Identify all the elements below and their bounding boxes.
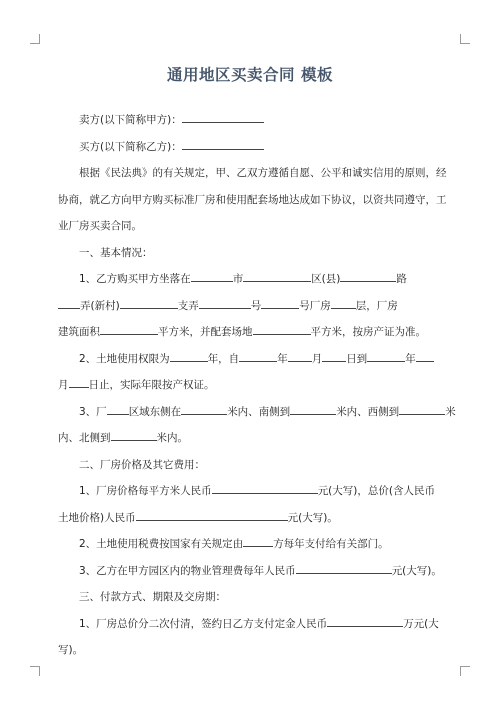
corner-mark-top-right [460,34,470,44]
paragraph-line: 土地价格)人民币 元(大写)。 [58,505,442,532]
blank-field[interactable] [120,297,178,309]
corner-mark-bottom-right [460,666,470,676]
section-heading: 二、厂房价格及其它费用： [79,458,205,471]
blank-field[interactable] [243,270,311,282]
blank-field[interactable] [261,297,299,309]
blank-field[interactable] [170,350,208,362]
document-title: 通用地区买卖合同 模板 [167,66,333,84]
blank-field[interactable] [100,323,158,335]
blank-field[interactable] [399,403,445,415]
blank-field[interactable] [288,350,312,362]
blank-field[interactable] [340,270,396,282]
blank-field[interactable] [322,350,346,362]
buyer-line: 买方(以下简称乙方)： [58,134,442,161]
section-heading: 一、基本情况： [79,246,153,259]
blank-field[interactable] [58,297,80,309]
paragraph-line: 1、厂房总价分二次付清，签约日乙方支付定金人民币 万元(大 [58,611,442,638]
paragraph-line: 3、乙方在甲方园区内的物业管理费每年人民币 元(大写)。 [58,558,442,585]
paragraph-line: 建筑面积 平方米，并配套场地 平方米，按房产证为准。 [58,319,442,346]
blank-field[interactable] [191,270,233,282]
blank-field[interactable] [327,615,403,627]
blank-field[interactable] [367,350,405,362]
document-body [58,107,456,664]
paragraph-line: 2、土地使用权限为 年，自 年 月 日到 年 [58,346,442,373]
blank-field[interactable] [182,111,264,123]
blank-field[interactable] [331,297,356,309]
blank-field[interactable] [296,562,392,574]
blank-field[interactable] [136,509,288,521]
blank-field[interactable] [199,297,251,309]
blank-field[interactable] [69,376,89,388]
corner-mark-bottom-left [30,666,40,676]
blank-field[interactable] [253,323,311,335]
paragraph-line: 弄(新村) 支弄 号 号厂房 层，厂房 [58,293,442,320]
blank-field[interactable] [290,403,336,415]
paragraph-line: 协商，就乙方向甲方购买标准厂房和使用配套场地达成如下协议，以资共同遵守，工 [58,193,447,206]
blank-field[interactable] [243,535,273,547]
paragraph-line: 月 日止，实际年限按产权证。 [58,372,442,399]
paragraph-line: 2、土地使用税费按国家有关规定由 方每年支付给有关部门。 [58,531,442,558]
paragraph-line: 1、乙方购买甲方坐落在 市 区(县) 路 [58,266,442,293]
seller-line: 卖方(以下简称甲方)： [58,107,442,134]
corner-mark-top-left [30,34,40,44]
blank-field[interactable] [239,350,277,362]
blank-field[interactable] [111,429,157,441]
blank-field[interactable] [107,403,129,415]
paragraph-line: 1、厂房价格每平方米人民币 元(大写)，总价(含人民币 [58,478,442,505]
paragraph-line: 业厂房买卖合同。 [58,220,142,232]
blank-field[interactable] [212,482,318,494]
blank-field[interactable] [182,138,264,150]
paragraph-line: 3、厂 区域东侧在 米内、南侧到 米内、西侧到 米 [58,399,442,426]
paragraph-line: 根据《民法典》的有关规定，甲、乙双方遵循自愿、公平和诚实信用的原则，经 [79,167,447,179]
section-heading: 三、付款方式、期限及交房期： [79,591,226,603]
paragraph-line: 写)。 [58,644,84,656]
blank-field[interactable] [181,403,227,415]
paragraph-line: 内、北侧到 米内。 [58,425,442,452]
blank-field[interactable] [416,350,434,362]
